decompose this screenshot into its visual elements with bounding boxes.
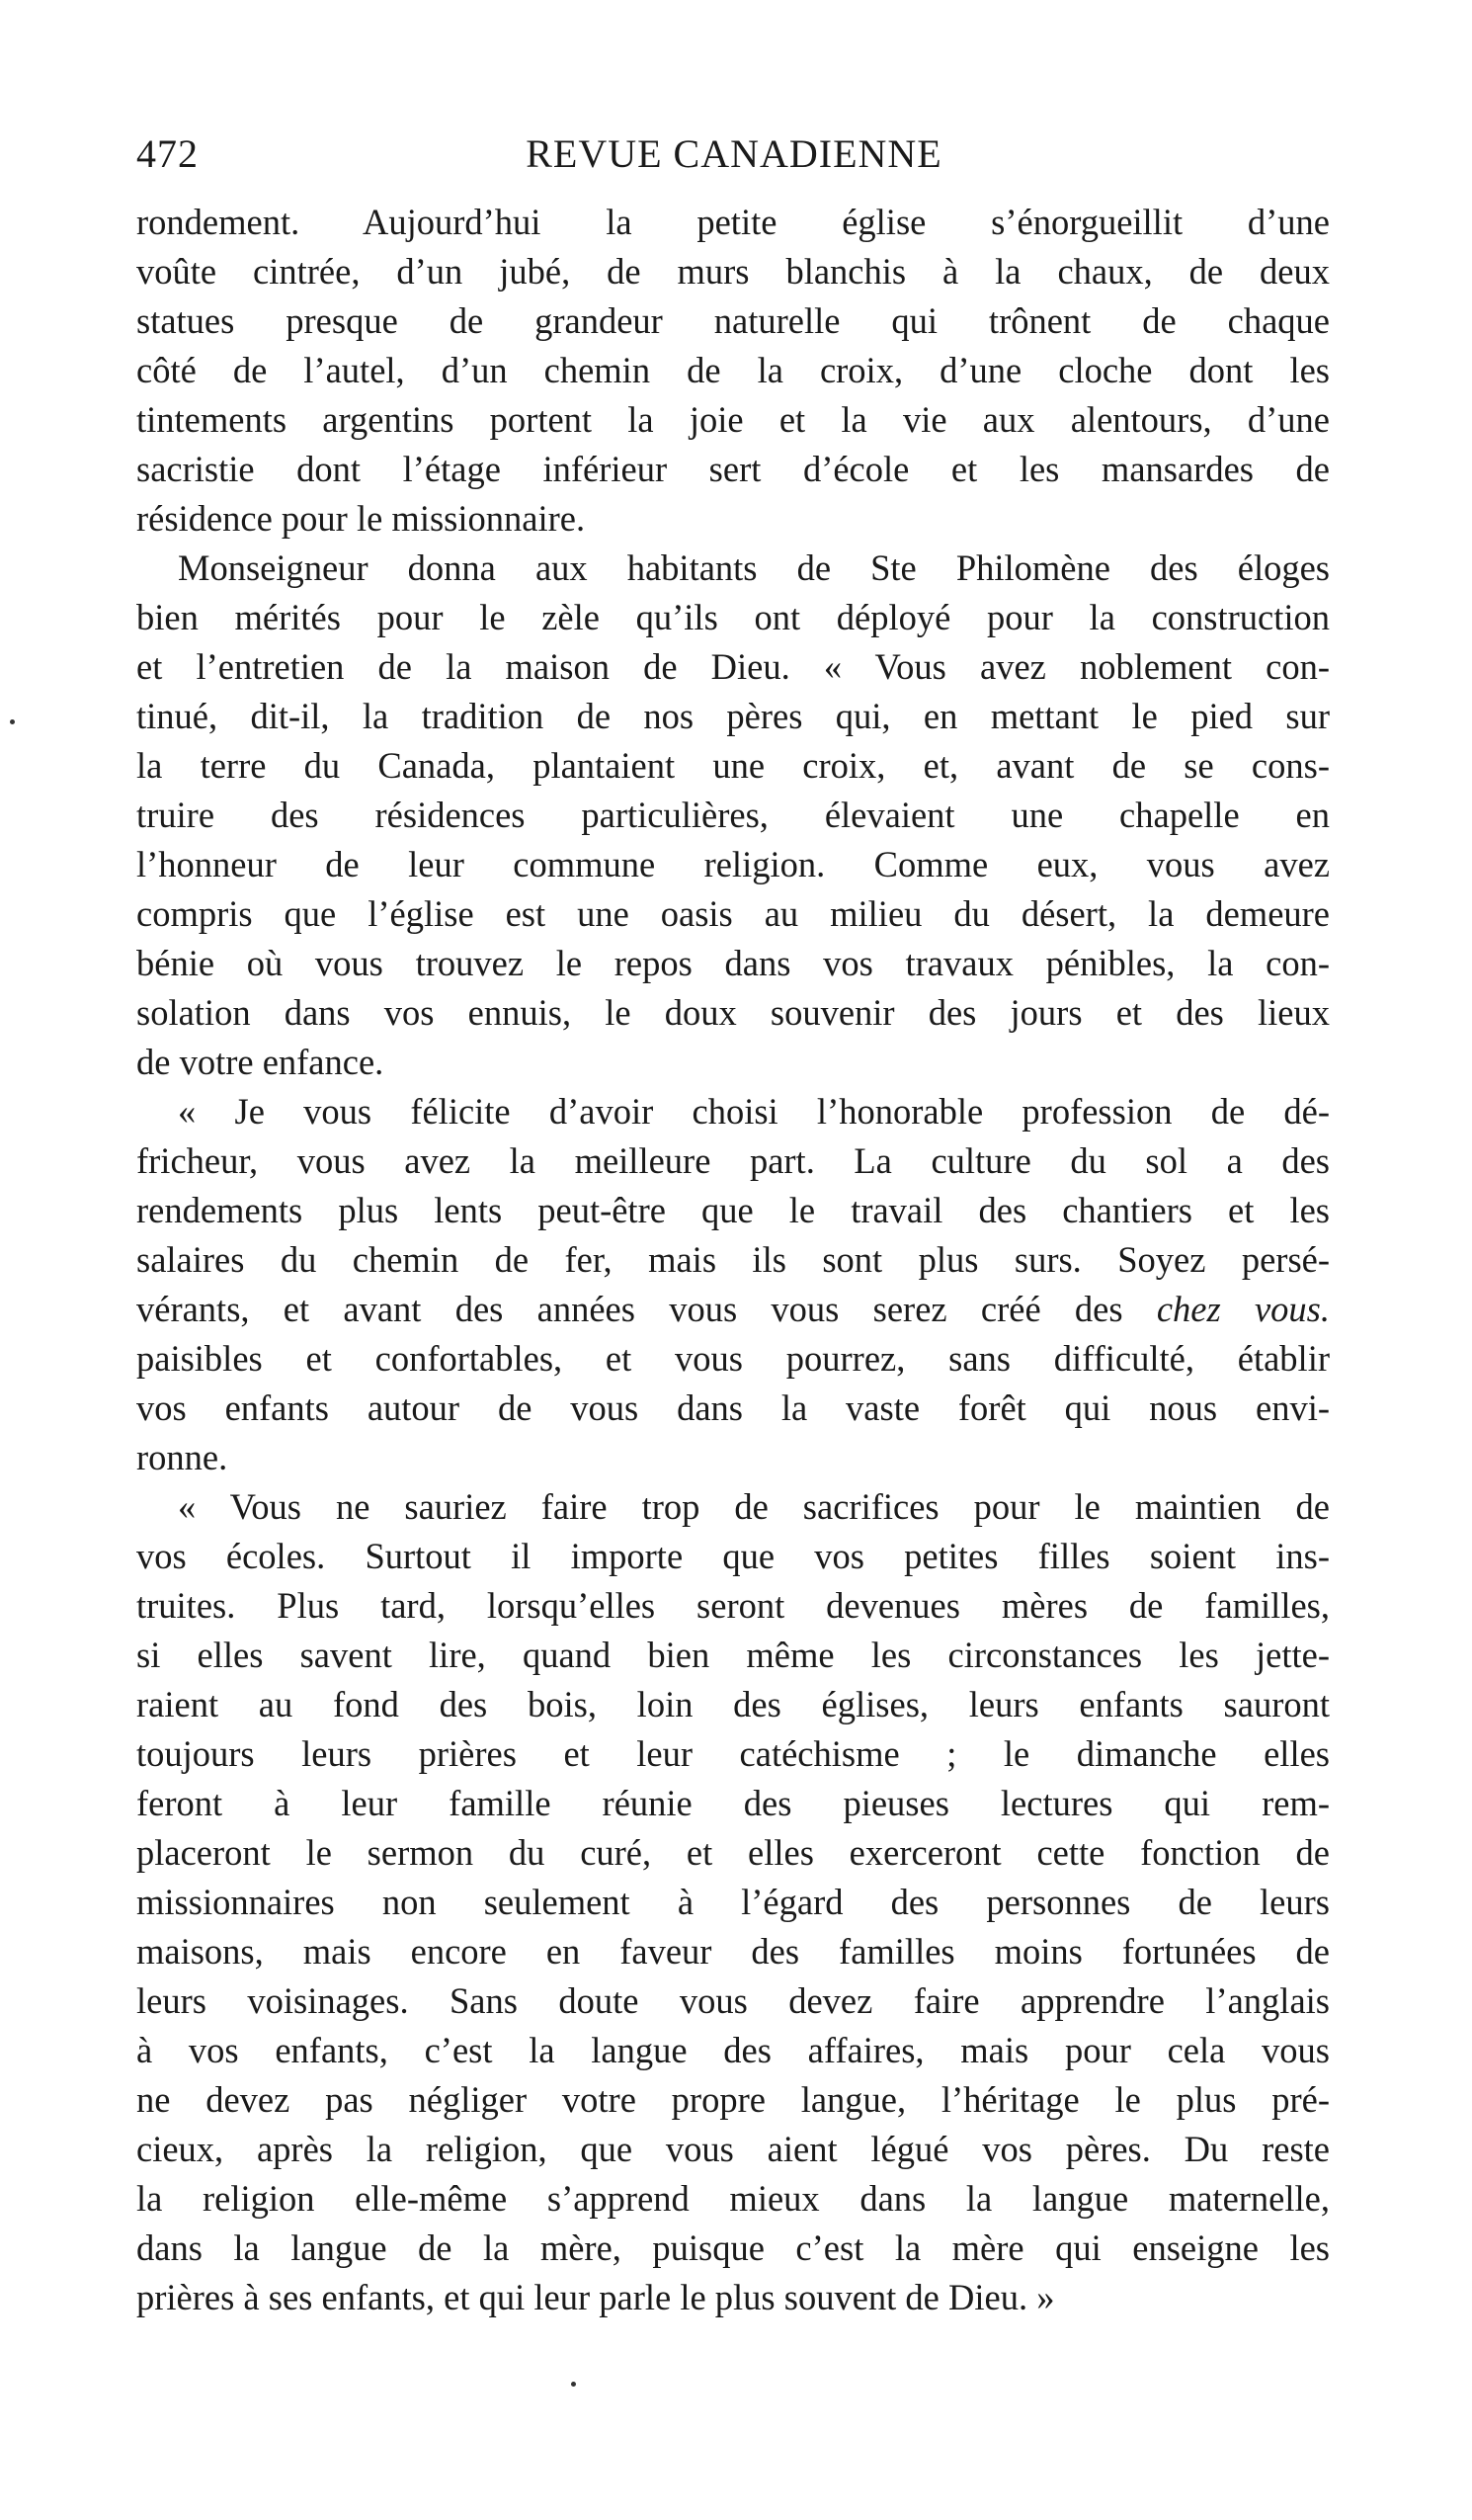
text-line: voûte cintrée, d’un jubé, de murs blanchis à la chaux, de deux (136, 251, 1330, 292)
paragraph-3 (136, 1087, 1330, 1482)
text-line: côté de l’autel, d’un chemin de la croix, d’une cloche dont les (136, 350, 1330, 390)
text-line: rendements plus lents peut-être que le travail des chantiers et les (136, 1190, 1330, 1230)
text-line: dans la langue de la mère, puisque c’est la mère qui enseigne les (136, 2227, 1330, 2268)
text-line: « Je vous félicite d’avoir choisi l’honorable profession de dé- (178, 1091, 1330, 1132)
text-line: « Vous ne sauriez faire trop de sacrifices pour le maintien de (178, 1486, 1330, 1527)
text-line: et l’entretien de la maison de Dieu. « Vous avez noblement con- (136, 646, 1330, 687)
text-line: solation dans vos ennuis, le doux souvenir des jours et des lieux (136, 992, 1330, 1033)
text-line: prières à ses enfants, et qui leur parle le plus souvent de Dieu. » (136, 2277, 1055, 2317)
article-body (136, 198, 1330, 2322)
text-line: vos enfants autour de vous dans la vaste forêt qui nous envi- (136, 1387, 1330, 1428)
text-line: tinué, dit-il, la tradition de nos pères qui, en mettant le pied sur (136, 696, 1330, 736)
text-line: à vos enfants, c’est la langue des affaires, mais pour cela vous (136, 2030, 1330, 2070)
text-line: compris que l’église est une oasis au milieu du désert, la demeure (136, 893, 1330, 934)
text-line: si elles savent lire, quand bien même les circonstances les jette- (136, 1635, 1330, 1675)
page-header (136, 126, 1332, 182)
running-title: REVUE CANADIENNE (526, 131, 942, 176)
page-number: 472 (136, 131, 199, 176)
text-line: truire des résidences particulières, élevaient une chapelle en (136, 795, 1330, 835)
text-line: sacristie dont l’étage inférieur sert d’école et les mansardes de (136, 449, 1330, 489)
text-segment: vérants, et avant des années vous vous serez créé des (136, 1289, 1157, 1329)
text-line: bien mérités pour le zèle qu’ils ont déployé pour la construction (136, 597, 1330, 637)
text-line: la terre du Canada, plantaient une croix, et, avant de se cons- (136, 745, 1330, 786)
text-line: vos écoles. Surtout il importe que vos petites filles soient ins- (136, 1536, 1330, 1576)
paragraph-4 (136, 1482, 1330, 2322)
paragraph-2 (136, 544, 1330, 1087)
text-line: feront à leur famille réunie des pieuses lectures qui rem- (136, 1783, 1330, 1823)
text-line-with-italic (136, 1285, 1330, 1334)
text-line: paisibles et confortables, et vous pourrez, sans difficulté, établir (136, 1338, 1330, 1379)
text-line: ronne. (136, 1437, 228, 1477)
text-line: truites. Plus tard, lorsqu’elles seront devenues mères de familles, (136, 1585, 1330, 1626)
text-line: raient au fond des bois, loin des églises, leurs enfants sauront (136, 1684, 1330, 1724)
text-line: leurs voisinages. Sans doute vous devez faire apprendre l’anglais (136, 1980, 1330, 2021)
text-line: toujours leurs prières et leur catéchisme ; le dimanche elles (136, 1733, 1330, 1774)
text-line: fricheur, vous avez la meilleure part. La culture du sol a des (136, 1140, 1330, 1181)
paragraph-1 (136, 198, 1330, 544)
text-line: maisons, mais encore en faveur des familles moins fortunées de (136, 1931, 1330, 1972)
print-speck (10, 719, 15, 724)
text-line: tintements argentins portent la joie et la vie aux alentours, d’une (136, 399, 1330, 440)
text-line: résidence pour le missionnaire. (136, 498, 586, 539)
text-line: placeront le sermon du curé, et elles exerceront cette fonction de (136, 1832, 1330, 1873)
text-line: salaires du chemin de fer, mais ils sont plus surs. Soyez persé- (136, 1239, 1330, 1280)
text-line: statues presque de grandeur naturelle qui trônent de chaque (136, 300, 1330, 341)
text-line: cieux, après la religion, que vous aient légué vos pères. Du reste (136, 2129, 1330, 2169)
text-line: de votre enfance. (136, 1042, 384, 1082)
text-line: rondement. Aujourd’hui la petite église s’énorgueillit d’une (136, 202, 1330, 242)
text-line: ne devez pas négliger votre propre langue, l’héritage le plus pré- (136, 2079, 1330, 2120)
print-speck (571, 2382, 576, 2387)
italic-phrase: chez vous. (1156, 1289, 1330, 1329)
text-line: la religion elle-même s’apprend mieux dans la langue maternelle, (136, 2178, 1330, 2219)
text-line: missionnaires non seulement à l’égard des personnes de leurs (136, 1882, 1330, 1922)
text-line: l’honneur de leur commune religion. Comme eux, vous avez (136, 844, 1330, 884)
text-line: bénie où vous trouvez le repos dans vos travaux pénibles, la con- (136, 943, 1330, 983)
text-line: Monseigneur donna aux habitants de Ste Philomène des éloges (178, 547, 1330, 588)
